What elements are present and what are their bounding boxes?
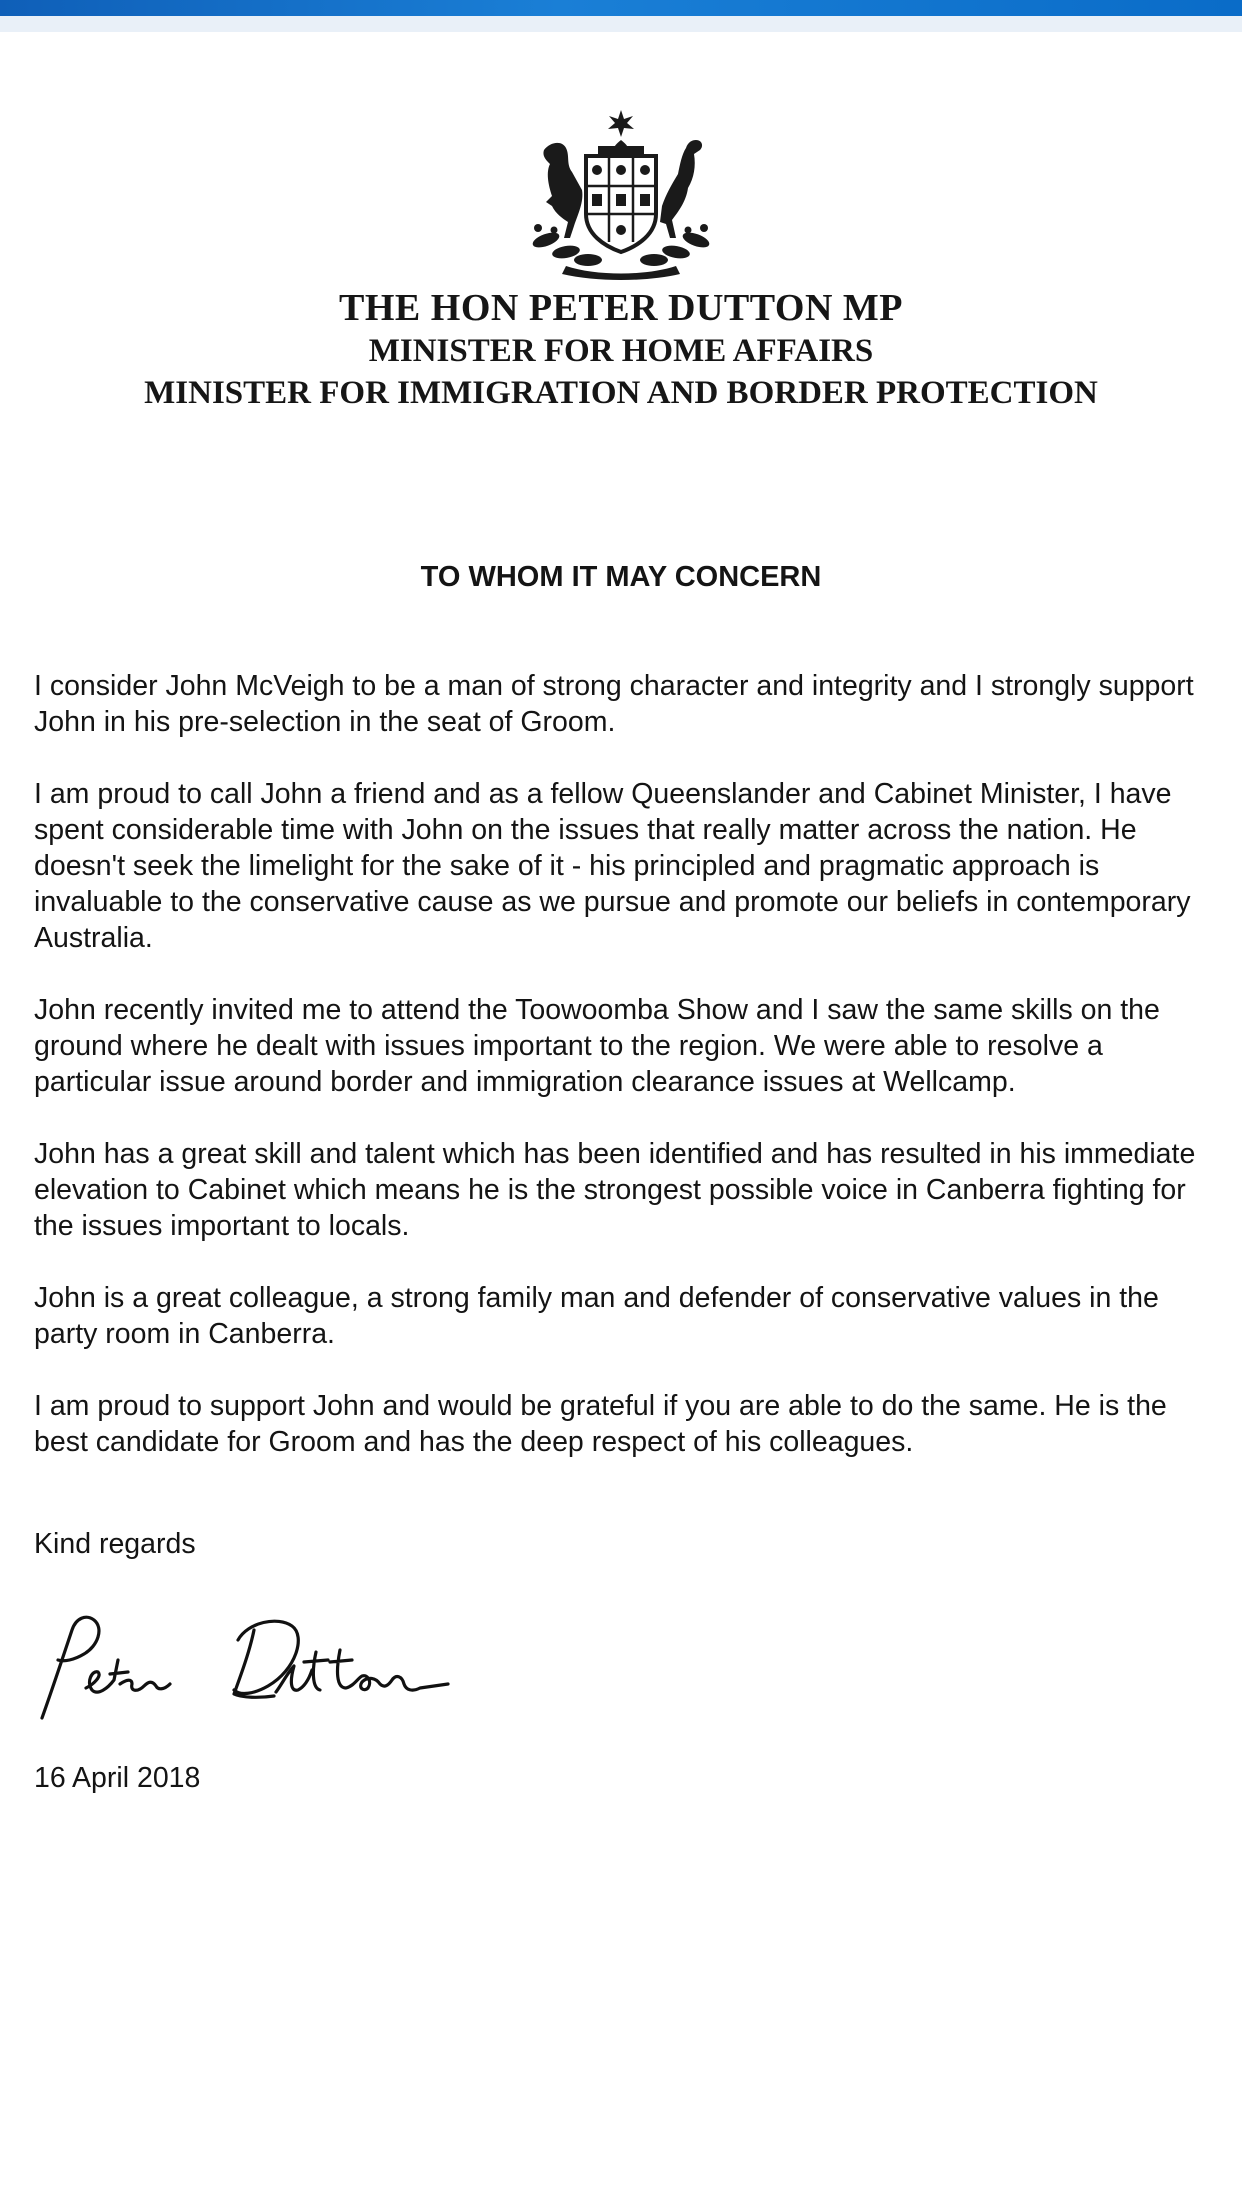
minister-role-immigration: MINISTER FOR IMMIGRATION AND BORDER PROTECTION bbox=[144, 375, 1098, 411]
top-accent-bar bbox=[0, 0, 1242, 16]
salutation-heading: TO WHOM IT MAY CONCERN bbox=[420, 561, 822, 593]
paragraph: I am proud to support John and would be grateful if you are able to do the same. He is the best candidate for Groom and has the deep respect of his colleagues. bbox=[34, 1390, 1167, 1458]
minister-role-home-affairs: MINISTER FOR HOME AFFAIRS bbox=[368, 333, 874, 369]
handwritten-signature-icon bbox=[28, 1600, 498, 1730]
paragraph: I consider John McVeigh to be a man of strong character and integrity and I strongly support John in his pre-selection in the seat of Groom. bbox=[34, 670, 1194, 738]
letter-date: 16 April 2018 bbox=[34, 1762, 201, 1794]
paragraph: John recently invited me to attend the Toowoomba Show and I saw the same skills on the ground where he dealt with issues important to the region. We were able to resolve a particular issue around border and immigration clearance issues at Wellcamp. bbox=[34, 994, 1160, 1098]
top-bar-fade bbox=[0, 16, 1242, 32]
paragraph: John has a great skill and talent which has been identified and has resulted in his immediate elevation to Cabinet which means he is the strongest possible voice in Canberra fighting for the issues important to locals. bbox=[34, 1138, 1196, 1242]
letterhead bbox=[0, 286, 1242, 414]
letter-body bbox=[34, 668, 1219, 1496]
minister-name: THE HON PETER DUTTON MP bbox=[339, 287, 903, 329]
paragraph: I am proud to call John a friend and as a fellow Queenslander and Cabinet Minister, I have spent considerable time with John on the issues that really matter across the nation. He doesn't seek the limelight for the sake of it - his principled and pragmatic approach is invaluable to the conservative cause as we pursue and promote our beliefs in contemporary Australia. bbox=[34, 778, 1191, 954]
paragraph: John is a great colleague, a strong family man and defender of conservative values in the party room in Canberra. bbox=[34, 1282, 1159, 1350]
closing-text: Kind regards bbox=[34, 1528, 196, 1560]
coat-of-arms-icon bbox=[526, 110, 716, 280]
